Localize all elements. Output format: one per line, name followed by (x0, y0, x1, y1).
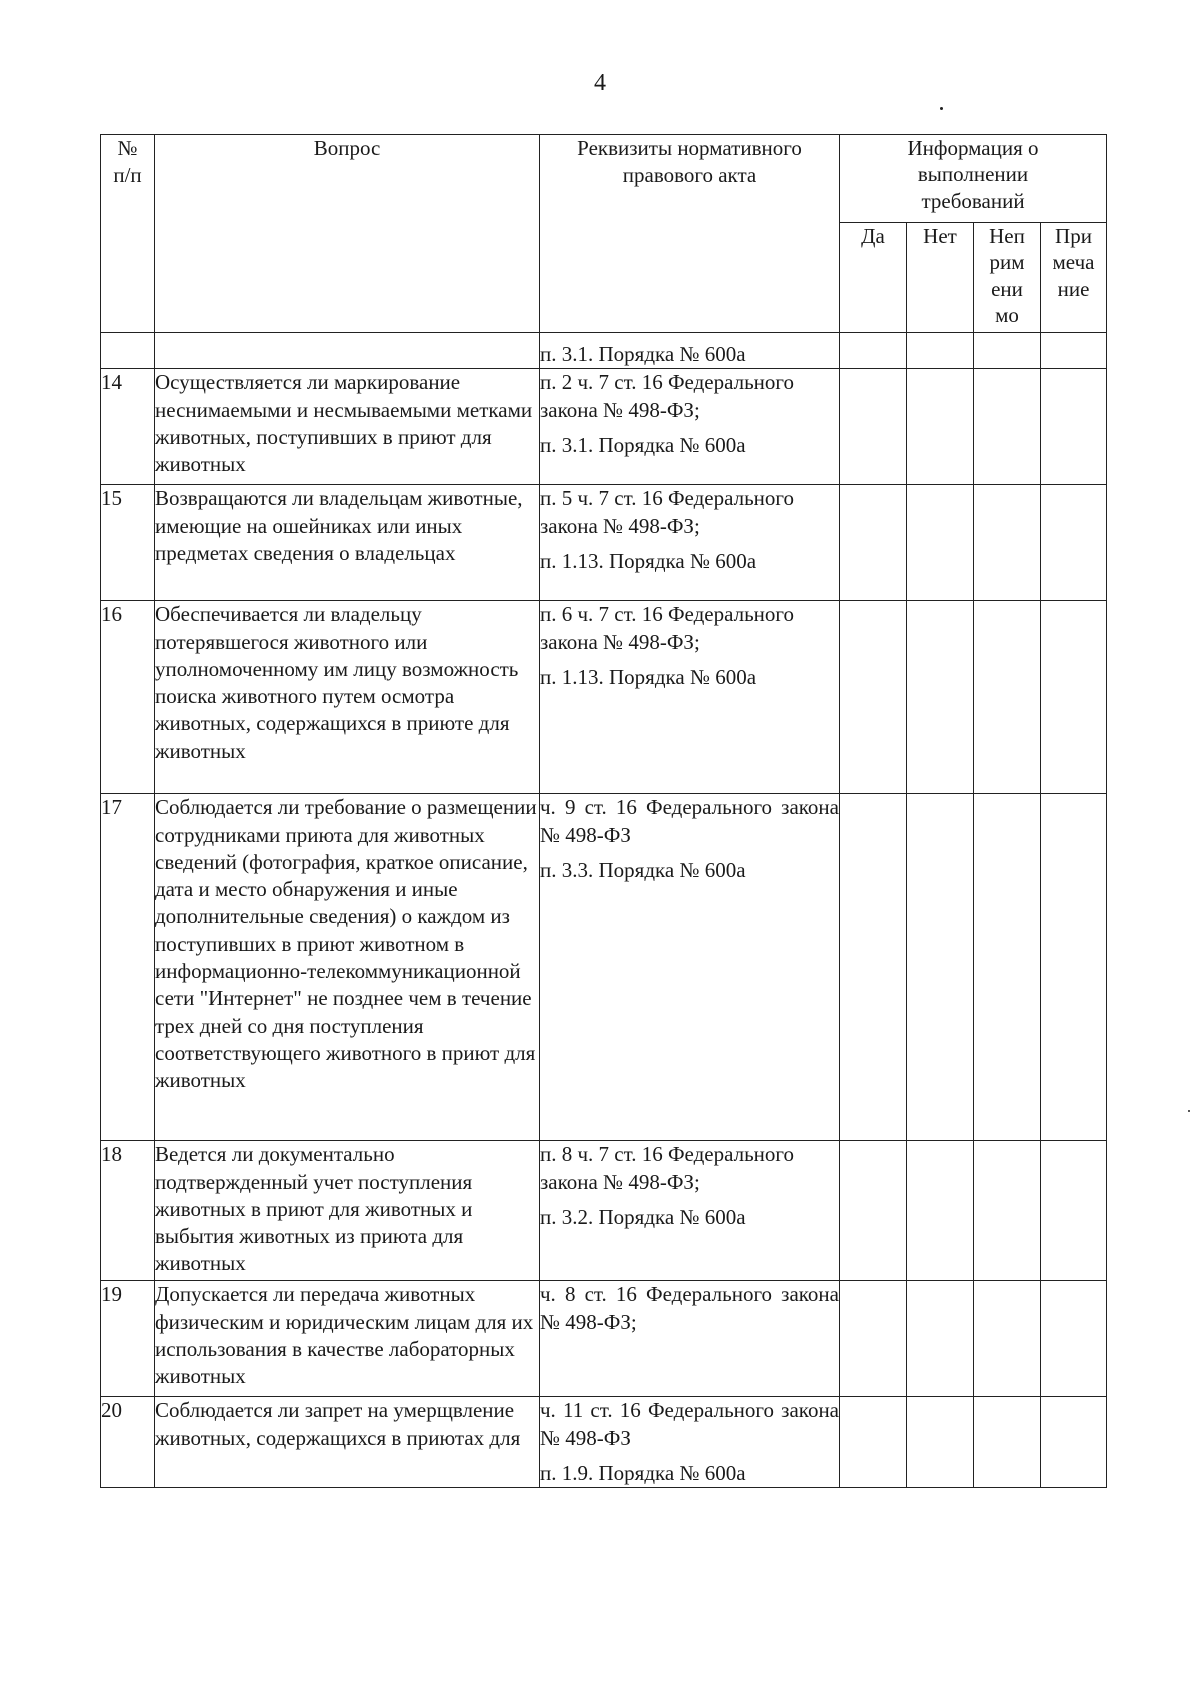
scan-speck (1188, 1110, 1190, 1112)
header-note: Примечание (1041, 223, 1107, 333)
cell-note[interactable] (1041, 333, 1107, 369)
row-number: 17 (101, 794, 155, 1141)
cell-note[interactable] (1041, 485, 1107, 601)
cell-not-applicable[interactable] (974, 1141, 1041, 1281)
row-number: 20 (101, 1397, 155, 1488)
cell-note[interactable] (1041, 1141, 1107, 1281)
header-question: Вопрос (155, 135, 540, 333)
cell-yes[interactable] (840, 485, 907, 601)
row-number: 14 (101, 369, 155, 485)
table-row (101, 369, 1107, 485)
row-number: 18 (101, 1141, 155, 1281)
table-row (101, 1141, 1107, 1281)
cell-note[interactable] (1041, 794, 1107, 1141)
reference-line: п. 1.13. Порядка № 600а (540, 548, 757, 573)
row-number: 15 (101, 485, 155, 601)
row-question: Соблюдается ли требование о размещении сотрудниками приюта для животных сведений (фотография, краткое описание, дата и место обнаружения и иные дополнительные сведения) о каждом из поступивших в приют животном в информационно-телекоммуникационной сети "Интернет" не позднее чем в течение трех дней со дня поступления соответствующего животного в приют для животных (155, 794, 540, 1141)
reference-line: п. 3.2. Порядка № 600а (540, 1204, 746, 1229)
cell-yes[interactable] (840, 794, 907, 1141)
cell-no[interactable] (907, 1397, 974, 1488)
cell-yes[interactable] (840, 333, 907, 369)
cell-yes[interactable] (840, 369, 907, 485)
cell-note[interactable] (1041, 1281, 1107, 1397)
table-header (101, 135, 1107, 333)
cell-not-applicable[interactable] (974, 369, 1041, 485)
table-row (101, 794, 1107, 1141)
cell-note[interactable] (1041, 601, 1107, 794)
reference-line: п. 3.3. Порядка № 600а (540, 857, 746, 882)
cell-no[interactable] (907, 794, 974, 1141)
reference-line: п. 1.9. Порядка № 600а (540, 1460, 746, 1485)
row-reference (540, 601, 840, 794)
row-question (155, 333, 540, 369)
header-yes: Да (840, 223, 907, 333)
header-num: № п/п (101, 135, 155, 333)
row-reference (540, 1281, 840, 1397)
cell-not-applicable[interactable] (974, 1281, 1041, 1397)
row-question: Ведется ли документально подтвержденный учет поступления животных в приют для животных и выбытия животных из приюта для животных (155, 1141, 540, 1281)
reference-line: п. 3.1. Порядка № 600а (540, 432, 746, 457)
cell-not-applicable[interactable] (974, 333, 1041, 369)
header-reference: Реквизиты нормативного правового акта (540, 135, 840, 333)
reference-line: п. 8 ч. 7 ст. 16 Федерального закона № 498-ФЗ; (540, 1142, 794, 1194)
cell-note[interactable] (1041, 369, 1107, 485)
cell-no[interactable] (907, 485, 974, 601)
reference-line: ч. 9 ст. 16 Федерального закона № 498-ФЗ (540, 795, 839, 847)
cell-no[interactable] (907, 369, 974, 485)
cell-yes[interactable] (840, 601, 907, 794)
page-number: 4 (594, 70, 606, 96)
row-question: Соблюдается ли запрет на умерщвление животных, содержащихся в приютах для (155, 1397, 540, 1488)
row-reference (540, 333, 840, 369)
cell-not-applicable[interactable] (974, 601, 1041, 794)
row-reference (540, 369, 840, 485)
reference-line: п. 3.1. Порядка № 600а (540, 342, 746, 366)
reference-line: п. 6 ч. 7 ст. 16 Федерального закона № 498-ФЗ; (540, 602, 794, 654)
header-not-applicable: Неприменимо (974, 223, 1041, 333)
table-row (101, 601, 1107, 794)
cell-yes[interactable] (840, 1141, 907, 1281)
reference-line: п. 5 ч. 7 ст. 16 Федерального закона № 498-ФЗ; (540, 486, 794, 538)
cell-no[interactable] (907, 1141, 974, 1281)
row-question: Обеспечивается ли владельцу потерявшегося животного или уполномоченному им лицу возможность поиска животного путем осмотра животных, содержащихся в приюте для животных (155, 601, 540, 794)
cell-not-applicable[interactable] (974, 794, 1041, 1141)
cell-no[interactable] (907, 1281, 974, 1397)
row-number: 19 (101, 1281, 155, 1397)
header-info: Информация о выполнении требований (840, 135, 1107, 223)
table-row (101, 333, 1107, 369)
reference-line: ч. 8 ст. 16 Федерального закона № 498-ФЗ; (540, 1282, 839, 1334)
row-reference (540, 1397, 840, 1488)
cell-yes[interactable] (840, 1397, 907, 1488)
header-no: Нет (907, 223, 974, 333)
cell-note[interactable] (1041, 1397, 1107, 1488)
row-reference (540, 485, 840, 601)
cell-yes[interactable] (840, 1281, 907, 1397)
cell-no[interactable] (907, 601, 974, 794)
row-question: Допускается ли передача животных физическим и юридическим лицам для их использования в качестве лабораторных животных (155, 1281, 540, 1397)
table-row (101, 485, 1107, 601)
cell-no[interactable] (907, 333, 974, 369)
table-row (101, 1281, 1107, 1397)
reference-line: ч. 11 ст. 16 Федерального закона № 498-ФЗ (540, 1398, 839, 1450)
table-row (101, 1397, 1107, 1488)
row-number (101, 333, 155, 369)
row-question: Осуществляется ли маркирование неснимаемыми и несмываемыми метками животных, поступивших в приют для животных (155, 369, 540, 485)
table-body (101, 333, 1107, 1488)
row-number: 16 (101, 601, 155, 794)
row-reference (540, 1141, 840, 1281)
cell-not-applicable[interactable] (974, 1397, 1041, 1488)
row-question: Возвращаются ли владельцам животные, имеющие на ошейниках или иных предметах сведения о владельцах (155, 485, 540, 601)
cell-not-applicable[interactable] (974, 485, 1041, 601)
reference-line: п. 2 ч. 7 ст. 16 Федерального закона № 498-ФЗ; (540, 370, 794, 422)
row-reference (540, 794, 840, 1141)
checklist-table (100, 134, 1107, 1488)
scan-speck (940, 107, 943, 110)
reference-line: п. 1.13. Порядка № 600а (540, 664, 757, 689)
